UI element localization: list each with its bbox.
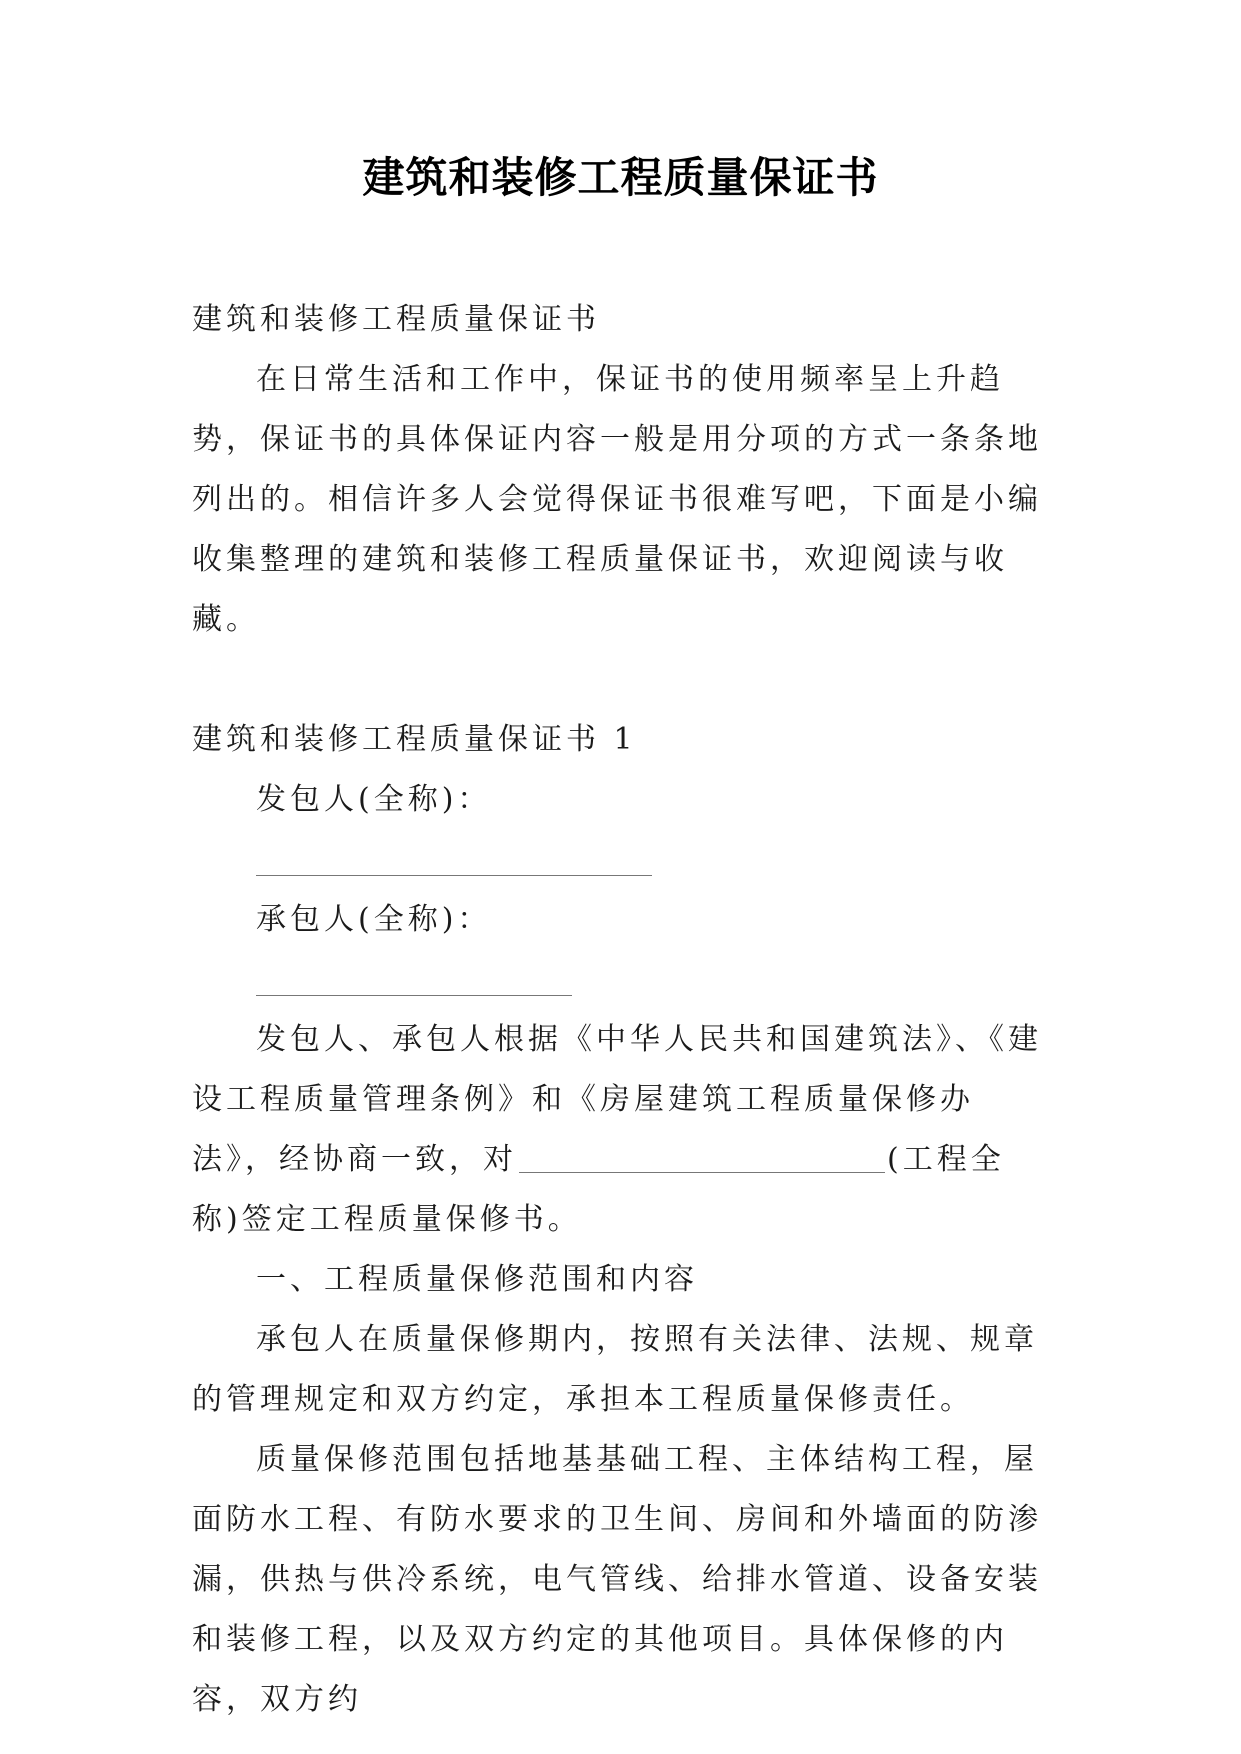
employer-name-blank[interactable] (256, 830, 1054, 890)
document-title: 建筑和装修工程质量保证书 (362, 153, 879, 202)
agreement-paragraph (192, 1010, 1054, 1250)
section-heading: 建筑和装修工程质量保证书 1 (192, 722, 637, 757)
project-name-blank[interactable] (519, 1142, 885, 1173)
intro-paragraph: 在日常生活和工作中，保证书的使用频率呈上升趋势，保证书的具体保证内容一般是用分项的方式一条条地列出的。相信许多人会觉得保证书很难写吧，下面是小编收集整理的建筑和装修工程质量保证书，欢迎阅读与收藏。 (192, 362, 1042, 637)
employer-label: 发包人(全称)： (256, 782, 492, 817)
document-subtitle: 建筑和装修工程质量保证书 (192, 302, 600, 337)
contractor-label: 承包人(全称)： (256, 902, 492, 937)
document-body (192, 290, 1054, 1730)
clause-paragraph-1: 承包人在质量保修期内，按照有关法律、法规、规章的管理规定和双方约定，承担本工程质量保修责任。 (192, 1322, 1038, 1417)
contractor-name-blank[interactable] (256, 950, 1054, 1010)
clause-heading: 一、工程质量保修范围和内容 (256, 1262, 698, 1297)
agreement-text-start: 发包人、承包人根据《中华人民共和国建筑法》、《建设工程质量管理条例》和《房屋建筑工程质量保修办法》，经协商一致，对 (192, 1022, 1042, 1177)
clause-paragraph-2: 质量保修范围包括地基基础工程、主体结构工程，屋面防水工程、有防水要求的卫生间、房间和外墙面的防渗漏，供热与供冷系统，电气管线、给排水管道、设备安装和装修工程，以及双方约定的其他项目。具体保修的内容，双方约 (192, 1442, 1042, 1717)
agreement-text-end: (工程全称)签定工程质量保修书。 (192, 1142, 1005, 1237)
